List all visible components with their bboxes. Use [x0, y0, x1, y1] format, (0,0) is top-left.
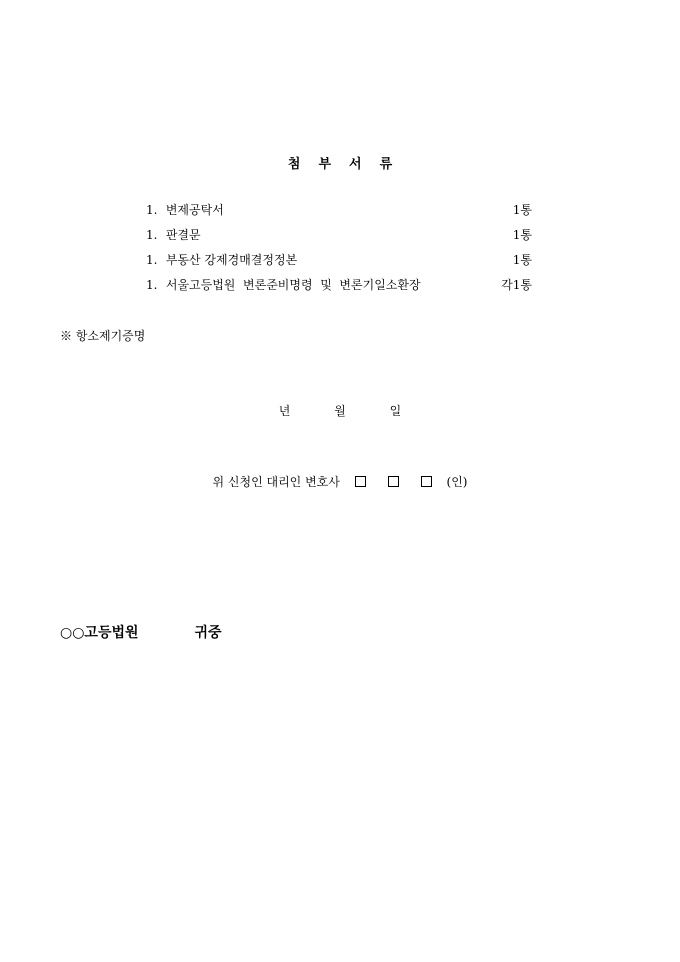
- attachment-item: [146, 227, 532, 252]
- addressee: [60, 622, 222, 642]
- item-quantity: 1통: [512, 253, 532, 267]
- item-number: 1.: [146, 228, 158, 242]
- title-char: 부: [318, 157, 331, 172]
- court-name: ○○고등법원: [60, 625, 139, 641]
- name-placeholder-box: [388, 476, 399, 487]
- signer-label: 위 신청인 대리인 변호사: [212, 475, 340, 489]
- attachment-item: [146, 202, 532, 227]
- item-name: 판결문: [165, 228, 201, 242]
- date-month: 월: [334, 404, 346, 418]
- item-quantity: 1통: [512, 203, 532, 217]
- title-char: 첨: [287, 157, 301, 172]
- seal-mark: (인): [446, 475, 468, 489]
- item-name: 서울고등법원 변론준비명령 및 변론기일소환장: [165, 278, 421, 292]
- name-placeholder-box: [421, 476, 432, 487]
- item-quantity: 1통: [512, 228, 532, 242]
- item-number: 1.: [146, 203, 158, 217]
- title-char: 서: [349, 157, 362, 172]
- date-year: 년: [278, 404, 291, 418]
- attachment-item: [146, 252, 532, 277]
- addressee-suffix: 귀중: [194, 625, 222, 641]
- attachment-list: [146, 202, 532, 302]
- item-quantity: 각1통: [501, 278, 532, 292]
- title-char: 류: [379, 157, 393, 172]
- date-line: [0, 402, 680, 419]
- attachment-item: [146, 277, 532, 302]
- signer-line: [0, 473, 680, 490]
- item-name: 부동산 강제경매결정정본: [165, 253, 298, 267]
- item-name: 변제공탁서: [165, 203, 224, 217]
- note-text: ※ 항소제기증명: [60, 329, 146, 343]
- document-title: [0, 153, 680, 172]
- name-placeholder-box: [355, 476, 366, 487]
- date-day: 일: [389, 404, 402, 418]
- item-number: 1.: [146, 253, 158, 267]
- item-number: 1.: [146, 278, 158, 292]
